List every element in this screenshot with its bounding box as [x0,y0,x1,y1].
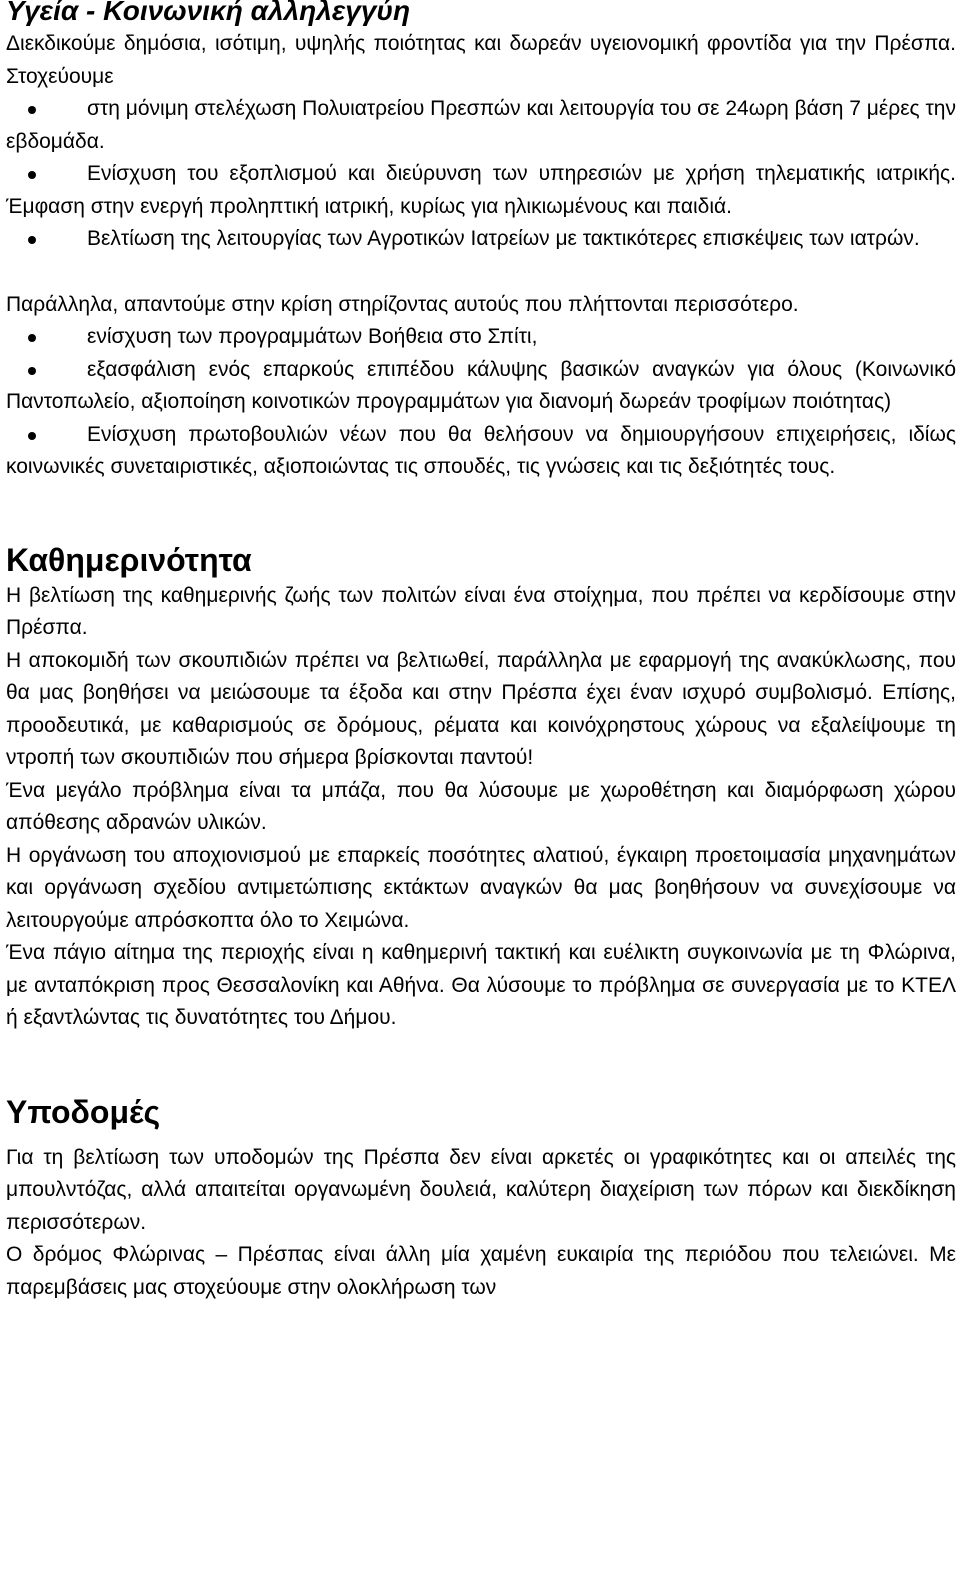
daily-life-paragraph: Η βελτίωση της καθημερινής ζωής των πολιτών είναι ένα στοίχημα, που πρέπει να κερδίσουμε στην Πρέσπα. [6,583,956,639]
section-gap [6,484,956,540]
daily-life-paragraph: Ένα μεγάλο πρόβλημα είναι τα μπάζα, που θα λύσουμε με χωροθέτηση και διαμόρφωση χώρου απόθεσης αδρανών υλικών. [6,778,956,834]
list-item: Βελτίωση της λειτουργίας των Αγροτικών Ιατρείων με τακτικότερες επισκέψεις των ιατρών. [6,223,956,256]
heading-gap [6,1132,956,1142]
section-title-infrastructure: Υποδομές [6,1093,161,1130]
list-item: στη μόνιμη στελέχωση Πολυιατρείου Πρεσπών και λειτουργία του σε 24ωρη βάση 7 μέρες την εβδομάδα. [6,97,956,153]
infrastructure-paragraph: Για τη βελτίωση των υποδομών της Πρέσπα δεν είναι αρκετές οι γραφικότητες και οι απειλές της μπουλντόζας, αλλά απαιτείται οργανωμένη δουλειά, καλύτερη διαχείριση των πόρων και διεκδίκηση περισσότερων. [6,1145,956,1234]
section-title-daily-life: Καθημερινότητα [6,541,252,578]
bullet-icon [28,106,36,114]
bullet-icon [28,367,36,375]
list-item: εξασφάλιση ενός επαρκούς επιπέδου κάλυψης βασικών αναγκών για όλους (Κοινωνικό Παντοπωλείο, αξιοποίηση κοινοτικών προγραμμάτων για διανομή δωρεάν τροφίμων ποιότητας) [6,357,956,413]
bullet-icon [28,334,36,342]
daily-life-paragraph: Η οργάνωση του αποχιονισμού με επαρκείς ποσότητες αλατιού, έγκαιρη προετοιμασία μηχανημάτων και οργάνωση σχεδίου αντιμετώπισης εκτάκτων αναγκών θα μας βοηθήσουν να συνεχίσουμε να λειτουργούμε απρόσκοπτα όλο το Χειμώνα. [6,843,956,932]
paragraph-gap [6,256,956,289]
daily-life-paragraph: Η αποκομιδή των σκουπιδιών πρέπει να βελτιωθεί, παράλληλα με εφαρμογή της ανακύκλωσης, που θα μας βοηθήσει να μειώσουμε τα έξοδα και στην Πρέσπα έχει έναν ισχυρό συμβολισμό. Επίσης, προοδευτικά, με καθαρισμούς σε δρόμους, ρέματα και κοινόχρηστους χώρους να εξαλείψουμε τη ντροπή των σκουπιδιών που σήμερα βρίσκονται παντού! [6,648,956,769]
daily-life-paragraph: Ένα πάγιο αίτημα της περιοχής είναι η καθημερινή τακτική και ευέλικτη συγκοινωνία με τη Φλώρινα, με ανταπόκριση προς Θεσσαλονίκη και Αθήνα. Θα λύσουμε το πρόβλημα σε συνεργασία με το ΚΤΕΛ ή εξαντλώντας τις δυνατότητες του Δήμου. [6,941,956,1029]
bullet-icon [28,171,36,179]
bullet-icon [28,432,36,440]
bullet-icon [28,236,36,244]
infrastructure-paragraph: Ο δρόμος Φλώρινας – Πρέσπας είναι άλλη μία χαμένη ευκαιρία της περιόδου που τελειώνει. Με παρεμβάσεις μας στοχεύουμε στην ολοκλήρωση των [6,1243,956,1299]
list-item: ενίσχυση των προγραμμάτων Βοήθεια στο Σπίτι, [6,321,956,354]
list-item: Ενίσχυση πρωτοβουλιών νέων που θα θελήσουν να δημιουργήσουν επιχειρήσεις, ιδίως κοινωνικές συνεταιριστικές, αξιοποιώντας τις σπουδές, τις γνώσεις και τις δεξιότητές τους. [6,422,956,478]
document-page [6,0,956,1304]
solidarity-intro: Παράλληλα, απαντούμε στην κρίση στηρίζοντας αυτούς που πλήττονται περισσότερο. [6,292,799,316]
section-gap [6,1035,956,1092]
section-title-health: Υγεία - Κοινωνική αλληλεγγύη [6,0,411,26]
health-intro: Διεκδικούμε δημόσια, ισότιμη, υψηλής ποιότητας και δωρεάν υγειονομική φροντίδα για την Πρέσπα. Στοχεύουμε [6,32,956,88]
list-item: Ενίσχυση του εξοπλισμού και διεύρυνση των υπηρεσιών με χρήση τηλεματικής ιατρικής. Έμφαση στην ενεργή προληπτική ιατρική, κυρίως για ηλικιωμένους και παιδιά. [6,162,956,218]
